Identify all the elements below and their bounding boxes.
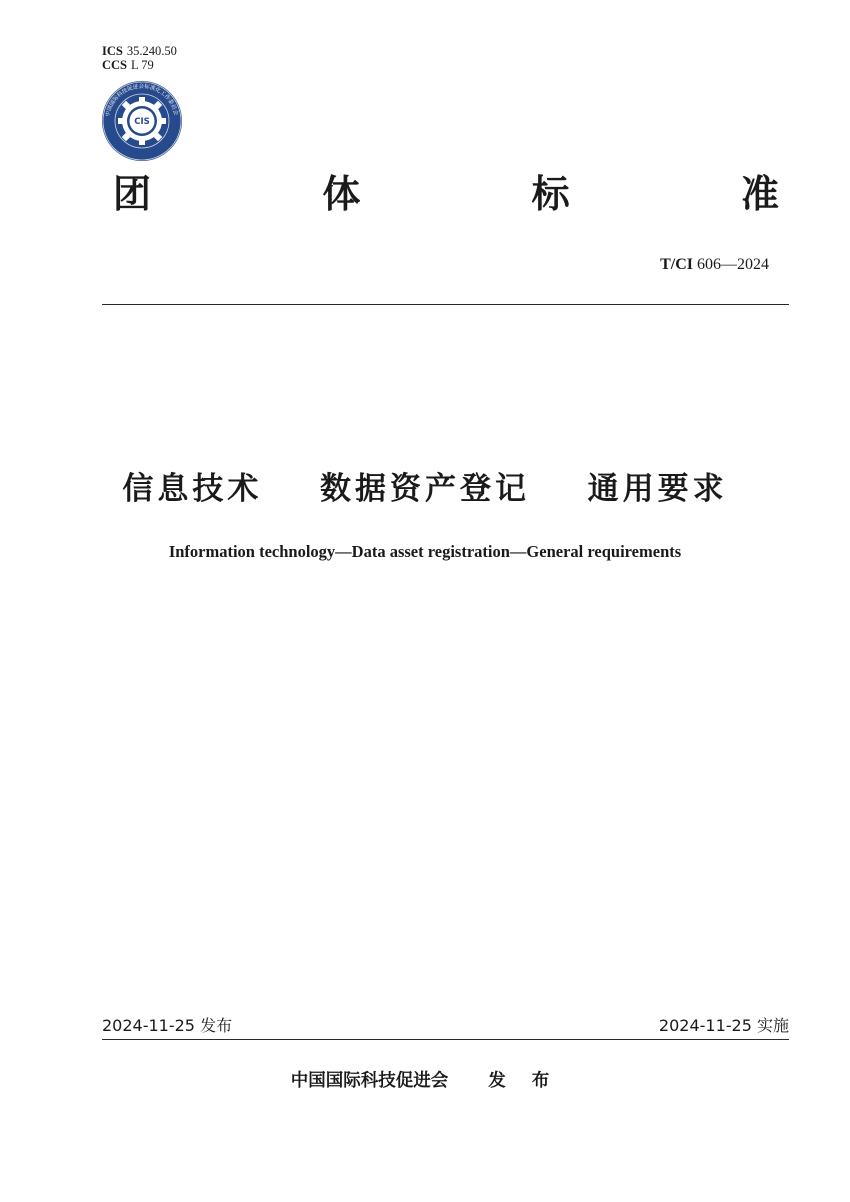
implement-date: 2024-11-25 实施 <box>658 1016 789 1035</box>
top-divider <box>102 304 789 305</box>
standard-prefix: T/CI <box>660 256 693 273</box>
doc-type-char: 标 <box>531 172 570 216</box>
doc-type-char: 团 <box>113 172 152 216</box>
issuer-action: 发 布 <box>488 1071 560 1091</box>
chinese-title: 信息技术 数据资产登记 通用要求 <box>122 471 728 507</box>
ics-line <box>102 44 177 58</box>
ccs-label: CCS <box>102 58 128 72</box>
bottom-divider <box>102 1039 789 1040</box>
logo-ring-text: 中国国际科技促进会标准化工作委员会 <box>105 83 179 118</box>
doc-type-char: 体 <box>322 172 361 216</box>
standard-code: 606—2024 <box>697 256 769 273</box>
standard-number <box>660 256 769 274</box>
english-title: Information technology—Data asset registration—General requirements <box>168 542 682 561</box>
doc-type-char: 准 <box>740 172 779 216</box>
ccs-value: L 79 <box>131 58 154 72</box>
ics-value: 35.240.50 <box>126 44 177 58</box>
publish-date: 2024-11-25 发布 <box>102 1016 233 1035</box>
classification-codes <box>102 44 177 72</box>
ics-label: ICS <box>102 44 123 58</box>
organization-logo <box>101 80 183 162</box>
document-type-heading <box>113 170 779 218</box>
issuer-line <box>0 1067 850 1092</box>
ccs-line <box>102 58 177 72</box>
issuer-name: 中国国际科技促进会 <box>290 1071 449 1091</box>
logo-center-text: CIS <box>134 117 150 127</box>
